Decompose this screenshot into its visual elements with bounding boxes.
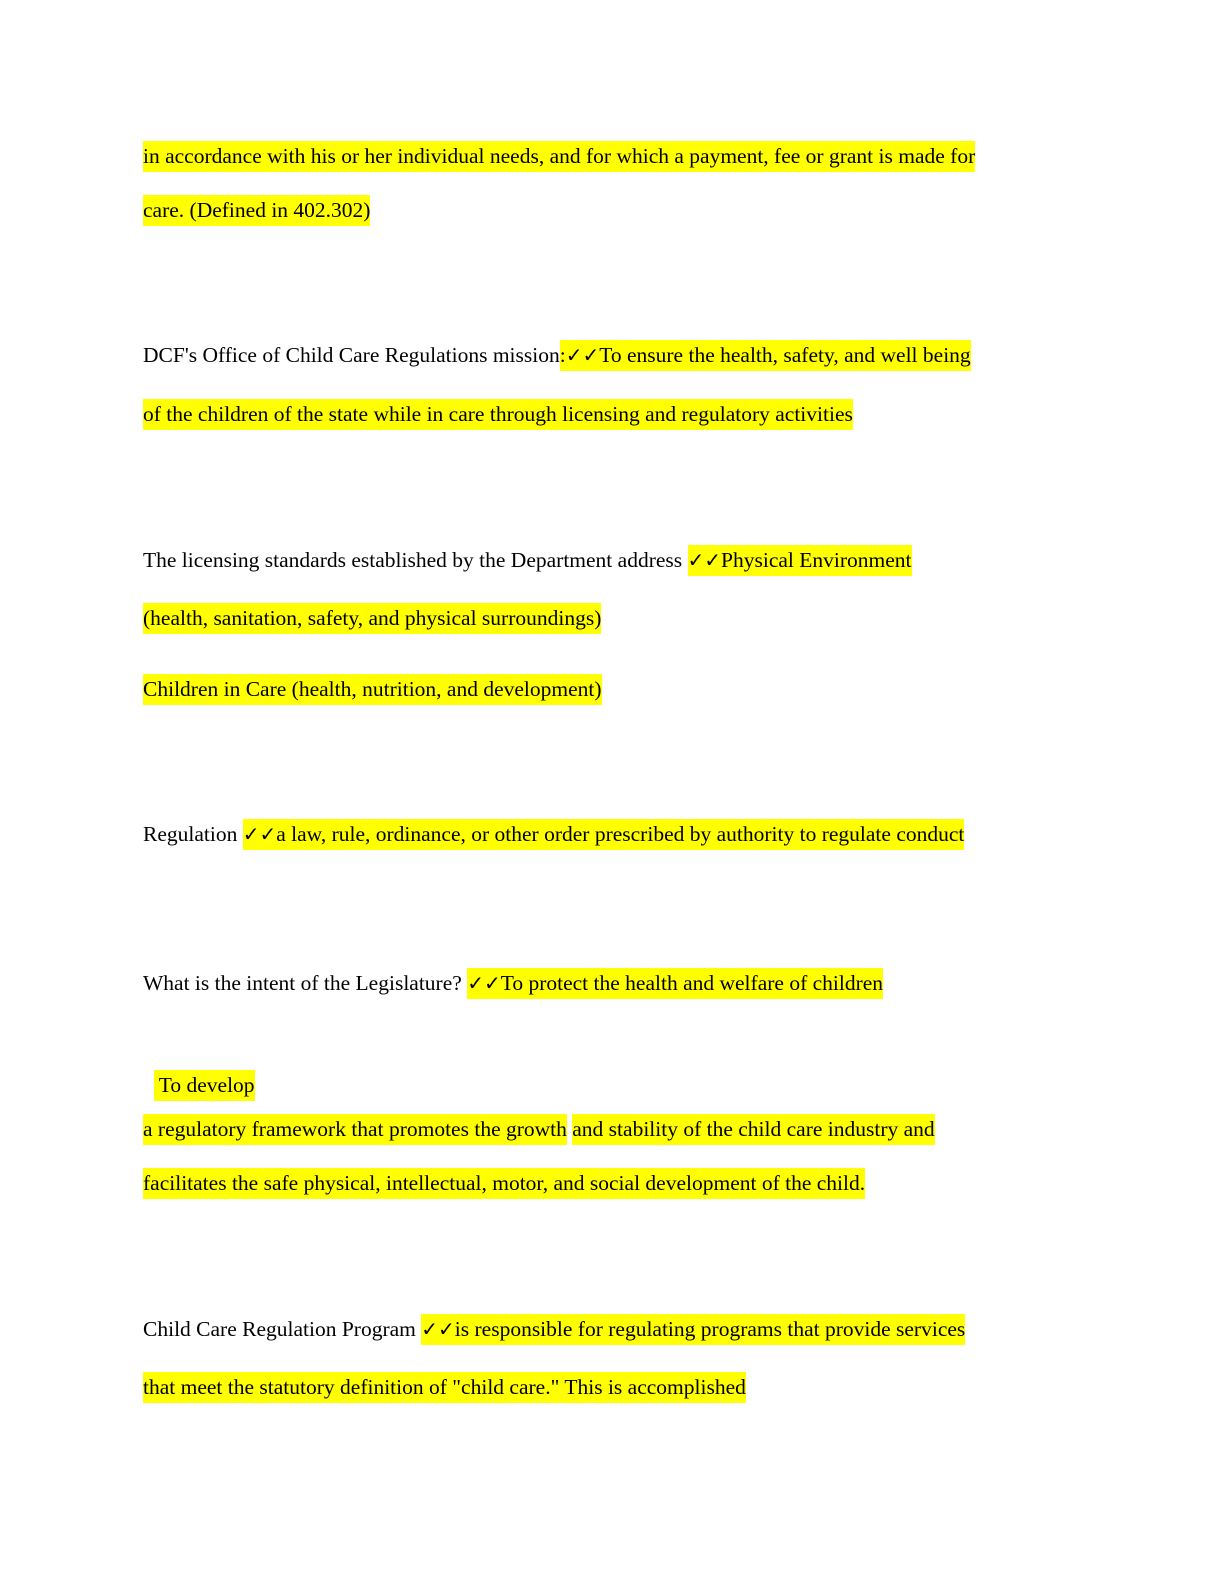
- intro-line-2: [143, 197, 370, 224]
- double-check-icon: ✓✓: [467, 968, 501, 999]
- card-mission-line-1: [143, 342, 971, 369]
- card-standards-term: The licensing standards established by the Department address: [143, 548, 683, 572]
- card-intent-answer-3b: and stability of the child care industry and: [572, 1114, 934, 1145]
- card-intent-term: What is the intent of the Legislature?: [143, 971, 462, 995]
- card-intent-line-3: [143, 1116, 935, 1143]
- card-intent-line-1: [143, 970, 883, 997]
- card-intent-answer-4: facilitates the safe physical, intellectual, motor, and social development of the child.: [143, 1168, 865, 1199]
- card-intent-line-4: [143, 1170, 865, 1197]
- card-intent-answer-1: To protect the health and welfare of children: [501, 968, 883, 999]
- card-standards-answer-1: Physical Environment: [721, 545, 912, 576]
- card-standards-answer-3: Children in Care (health, nutrition, and development): [143, 674, 602, 705]
- card-program-answer-2: that meet the statutory definition of "child care." This is accomplished: [143, 1372, 746, 1403]
- intro-text-2: care. (Defined in 402.302): [143, 195, 370, 226]
- double-check-icon: ✓✓: [421, 1314, 455, 1345]
- card-standards-line-2: [143, 605, 601, 632]
- card-program-answer-1: is responsible for regulating programs that provide services: [455, 1314, 966, 1345]
- card-mission-separator: :: [560, 340, 566, 371]
- double-check-icon: ✓✓: [243, 819, 277, 850]
- card-regulation-term: Regulation: [143, 822, 238, 846]
- card-regulation-answer-1: a law, rule, ordinance, or other order prescribed by authority to regulate conduct: [276, 819, 964, 850]
- card-program-line-2: [143, 1374, 746, 1401]
- card-intent-answer-2: To develop: [154, 1070, 255, 1101]
- card-program-term: Child Care Regulation Program: [143, 1317, 416, 1341]
- card-standards-answer-2: (health, sanitation, safety, and physical surroundings): [143, 603, 601, 634]
- card-regulation-line-1: [143, 821, 964, 848]
- intro-text-1: in accordance with his or her individual needs, and for which a payment, fee or grant is made for: [143, 141, 975, 172]
- card-mission-answer-1: To ensure the health, safety, and well being: [599, 340, 970, 371]
- double-check-icon: ✓✓: [566, 340, 600, 371]
- intro-line-1: [143, 143, 975, 170]
- card-standards-line-1: [143, 547, 912, 574]
- card-program-line-1: [143, 1316, 965, 1343]
- card-mission-line-2: [143, 401, 853, 428]
- card-standards-line-3: [143, 676, 602, 703]
- double-check-icon: ✓✓: [688, 545, 722, 576]
- card-intent-answer-3a: a regulatory framework that promotes the growth: [143, 1114, 567, 1145]
- card-intent-line-2: [143, 1045, 255, 1099]
- card-mission-term: DCF's Office of Child Care Regulations mission: [143, 343, 560, 367]
- card-mission-answer-2: of the children of the state while in care through licensing and regulatory activities: [143, 399, 853, 430]
